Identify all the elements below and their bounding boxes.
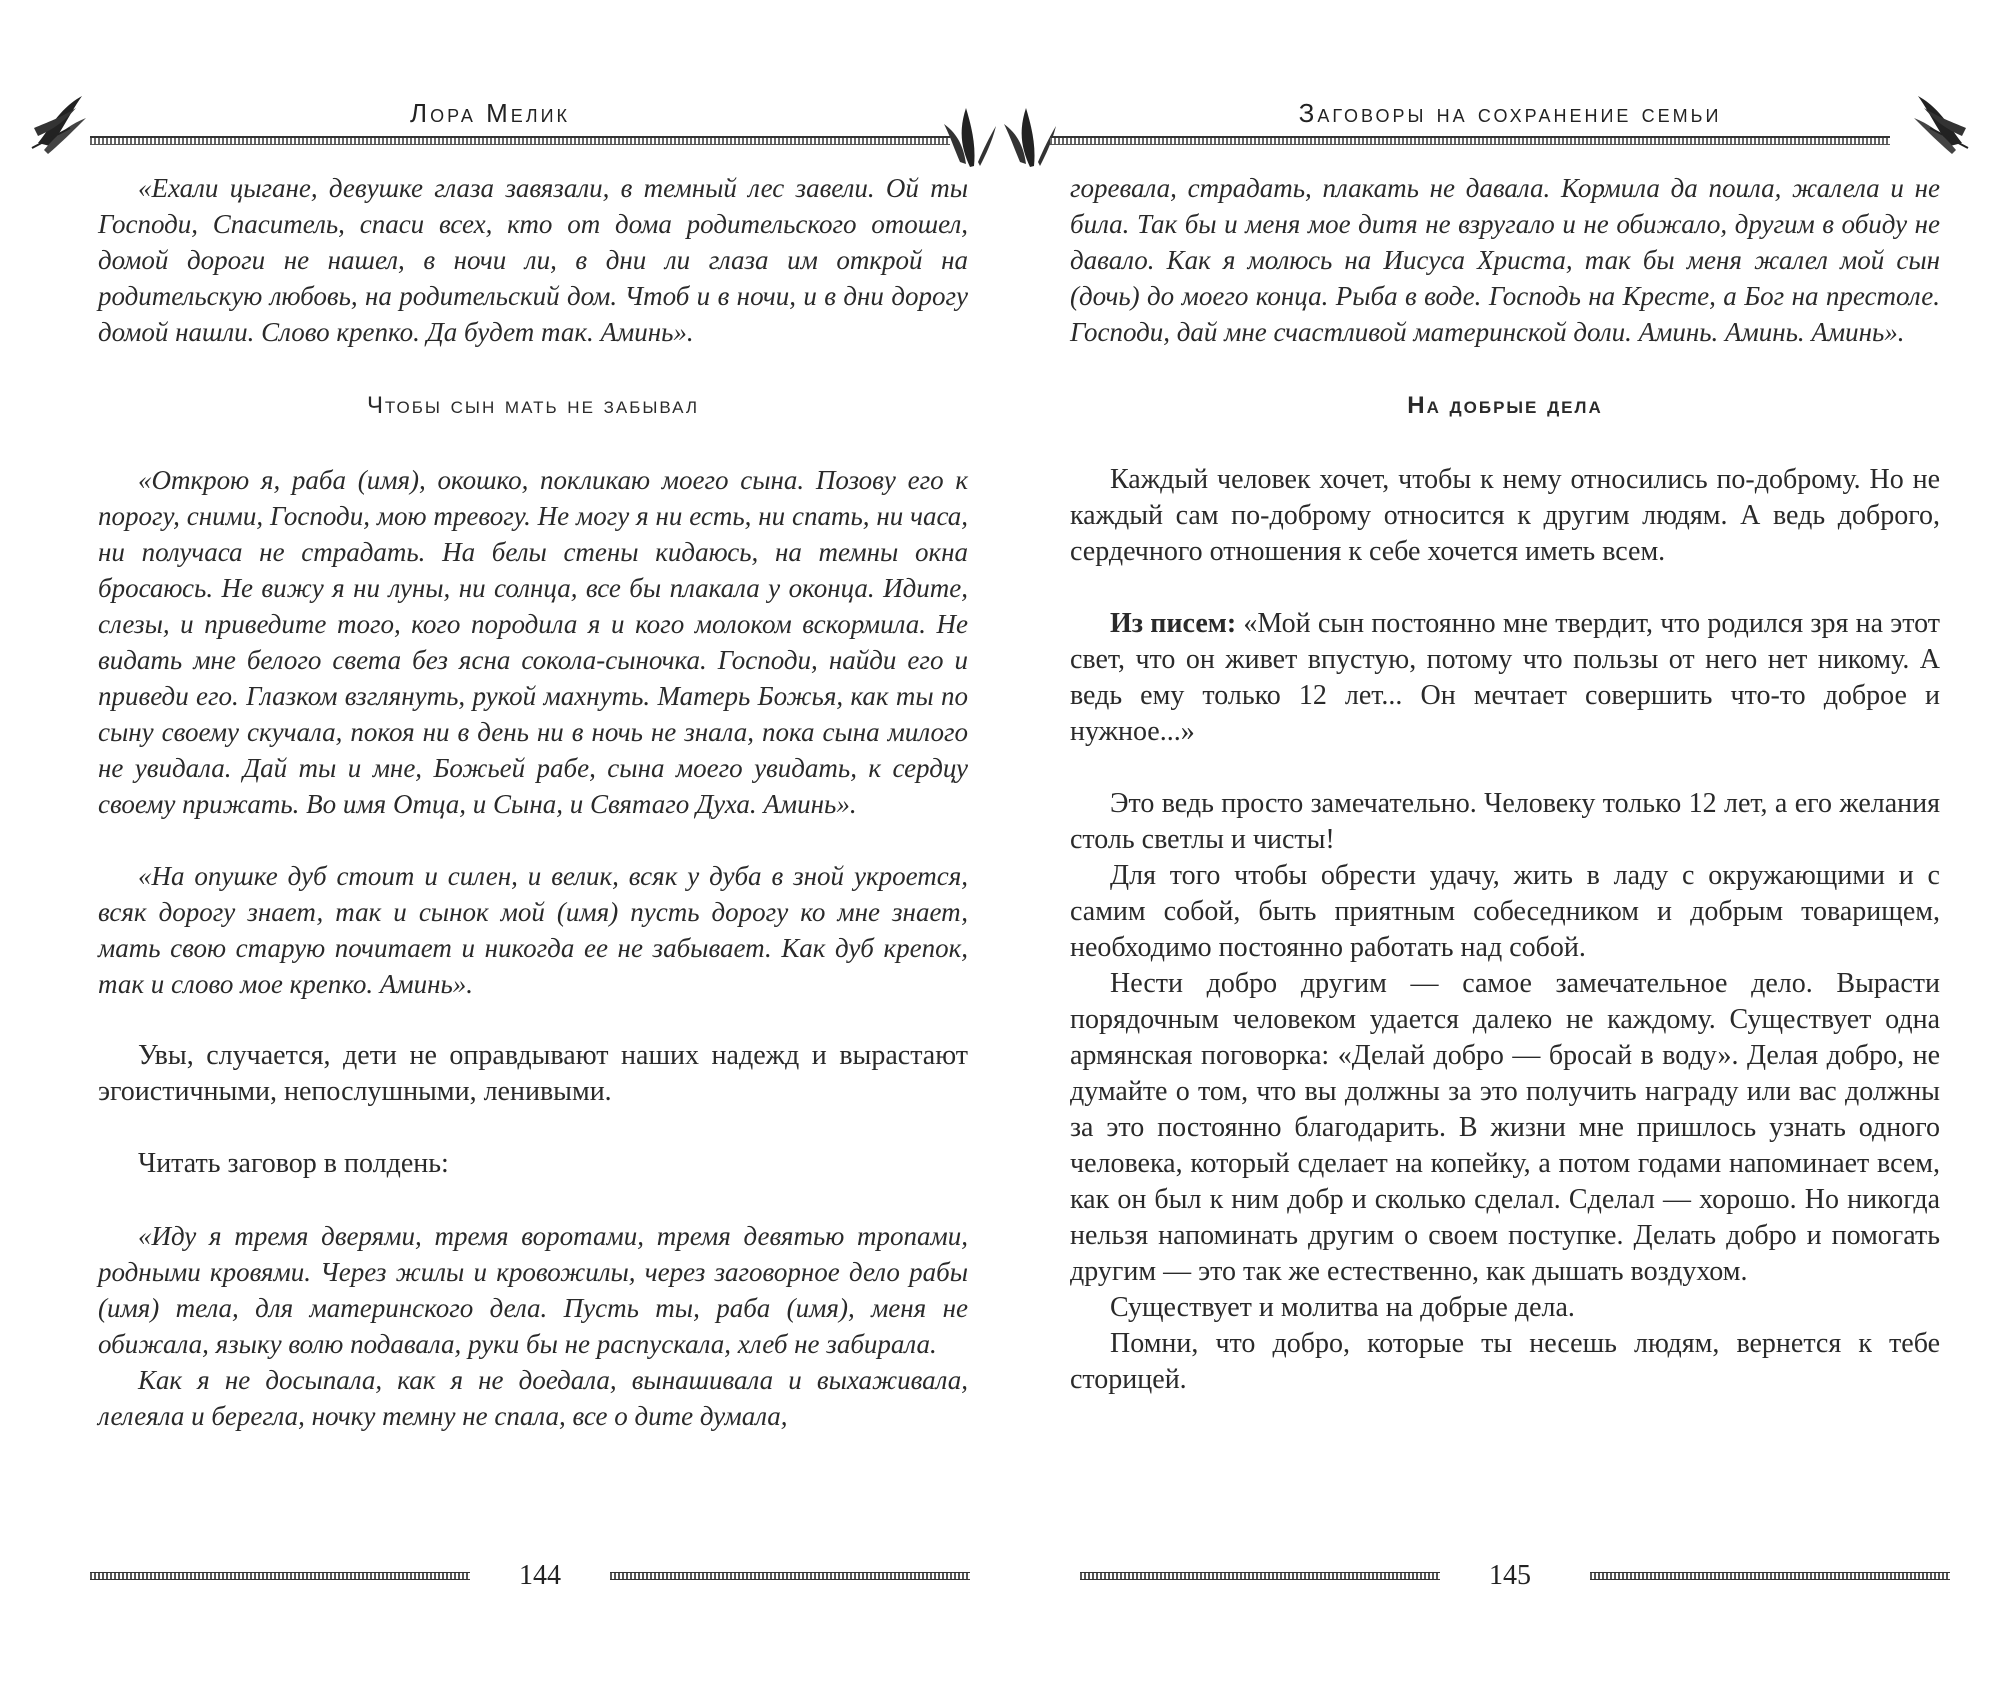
body-paragraph: Увы, случается, дети не оправдывают наших надежд и вырастают эгоистичными, непослушными, ленивыми. — [98, 1040, 968, 1107]
body-paragraph: Нести добро другим — самое замечательное дело. Вырасти порядочным человеком удается далеко не каждому. Существует одна армянская поговорка: «Делай добро — бросай в воду». Делая добро, не думайте о том, что вы должны за это получить награду или вас должны за это постоянно благодарить. В жизни мне пришлось узнать одного человека, который сделает на копейку, а потом годами напоминает всем, как он был к ним добр и сколько сделал. Сделал — хорошо. Но никогда нельзя напоминать другим о своем поступке. Делать добро и помогать другим — это так же естественно, как дышать воздухом. — [1070, 968, 1940, 1287]
letter-quote-paragraph — [1070, 606, 1940, 750]
footer-rule — [1080, 1572, 1440, 1580]
paragraph-spacer — [98, 1110, 968, 1146]
incantation-paragraph: Как я не досыпала, как я не доедала, вынашивала и выхаживала, лелеяла и берегла, ночку темну не спала, все о дите думала, — [98, 1365, 968, 1431]
page-number: 145 — [1489, 1560, 1531, 1591]
body-paragraph: Существует и молитва на добрые дела. — [1110, 1292, 1575, 1323]
running-header-title: Лора Мелик — [410, 98, 570, 128]
leaf-ornament-icon — [1910, 88, 1970, 158]
right-page-header — [1010, 80, 1970, 170]
section-heading: На добрые дела — [1407, 392, 1603, 419]
right-page — [1010, 0, 1970, 1700]
paragraph-text: «Мой сын постоянно мне твердит, что родился зря на этот свет, что он живет впустую, потому что пользы от него нет никому. А ведь ему только 12 лет... Он мечтает совершить что-то доброе и нужное...» — [1070, 608, 1940, 747]
right-page-footer — [1010, 1560, 1970, 1600]
section-heading: Чтобы сын мать не забывал — [366, 392, 700, 419]
paragraph-spacer — [98, 822, 968, 858]
page-number: 144 — [519, 1560, 561, 1591]
paragraph-spacer — [98, 1182, 968, 1218]
body-paragraph: Читать заговор в полдень: — [138, 1148, 449, 1179]
incantation-paragraph: «Иду я тремя дверями, тремя воротами, тремя девятью тропами, родными кровями. Через жилы и кровожилы, через заговорное дело рабы (имя) тела, для материнского дела. Пусть ты, раба (имя), меня не обижала, языку волю подавала, руки бы не распускала, хлеб не забирала. — [98, 1221, 968, 1359]
body-paragraph: Для того чтобы обрести удачу, жить в ладу с окружающими и с самим собой, быть приятным собеседником и добрым товарищем, необходимо постоянно работать над собой. — [1070, 860, 1940, 963]
leaf-ornament-icon — [940, 102, 1000, 172]
incantation-paragraph: «Открою я, раба (имя), окошко, покликаю моего сына. Позову его к порогу, сними, Господи, мою тревогу. Не могу я ни есть, ни спать, ни часа, ни получаса не страдать. На белы стены кидаюсь, на темны окна бросаюсь. Не вижу я ни луны, ни солнца, все бы плакала у оконца. Идите, слезы, и приведите того, кого породила я и кого молоком вскормила. Не видать мне белого света без ясна сокола-сыночка. Господи, найди его и приведи его. Глазком взглянуть, рукой махнуть. Матерь Божья, как ты по сыну своему скучала, покоя ни в день ни в ночь не знала, пока сына милого не увидала. Дай ты и мне, Божьей рабе, сына моего увидать, к сердцу своему прижать. Во имя Отца, и Сына, и Святаго Духа. Аминь». — [98, 465, 968, 819]
footer-rule — [1590, 1572, 1950, 1580]
running-header-title: Заговоры на сохранение семьи — [1298, 98, 1722, 128]
body-paragraph: Каждый человек хочет, чтобы к нему относились по-доброму. Но не каждый сам по-доброму относится к другим людям. А ведь доброго, сердечного отношения к себе хочется иметь всем. — [1070, 464, 1940, 567]
paragraph-spacer — [98, 1002, 968, 1038]
left-page-body — [98, 170, 968, 1434]
left-page — [30, 0, 990, 1700]
header-rule — [1050, 136, 1890, 145]
incantation-paragraph: горевала, страдать, плакать не давала. Кормила да поила, жалела и не била. Так бы и меня мое дитя не взругало и не обижало, другим в обиду не давало. Как я молюсь на Иисуса Христа, так бы меня жалел мой сын (дочь) до моего конца. Рыба в воде. Господь на Кресте, а Бог на престоле. Господи, дай мне счастливой материнской доли. Аминь. Аминь. Аминь». — [1070, 173, 1940, 347]
right-page-body — [1070, 170, 1940, 1398]
header-rule — [90, 136, 950, 145]
left-page-footer — [30, 1560, 990, 1600]
body-paragraph: Помни, что добро, которые ты несешь людям, вернется к тебе сторицей. — [1070, 1328, 1940, 1395]
paragraph-lead-label: Из писем: — [1110, 608, 1237, 639]
incantation-paragraph: «На опушке дуб стоит и силен, и велик, всяк у дуба в зной укроется, всяк дорогу знает, так и сынок мой (имя) пусть дорогу ко мне знает, мать свою старую почитает и никогда ее не забывает. Как дуб крепок, так и слово мое крепко. Аминь». — [98, 861, 968, 999]
paragraph-spacer — [1070, 750, 1940, 786]
body-paragraph: Это ведь просто замечательно. Человеку только 12 лет, а его желания столь светлы и чисты! — [1070, 788, 1940, 855]
footer-rule — [610, 1572, 970, 1580]
incantation-paragraph: «Ехали цыгане, девушке глаза завязали, в темный лес завели. Ой ты Господи, Спаситель, спаси всех, кто от дома родительского отошел, домой дороги не нашел, в ночи ли, в дни ли глаза им открой на родительскую любовь, на родительский дом. Чтоб и в ночи, и в дни дорогу домой нашли. Слово крепко. Да будет так. Аминь». — [98, 173, 968, 347]
left-page-header — [30, 80, 990, 170]
paragraph-spacer — [1070, 570, 1940, 606]
footer-rule — [90, 1572, 470, 1580]
